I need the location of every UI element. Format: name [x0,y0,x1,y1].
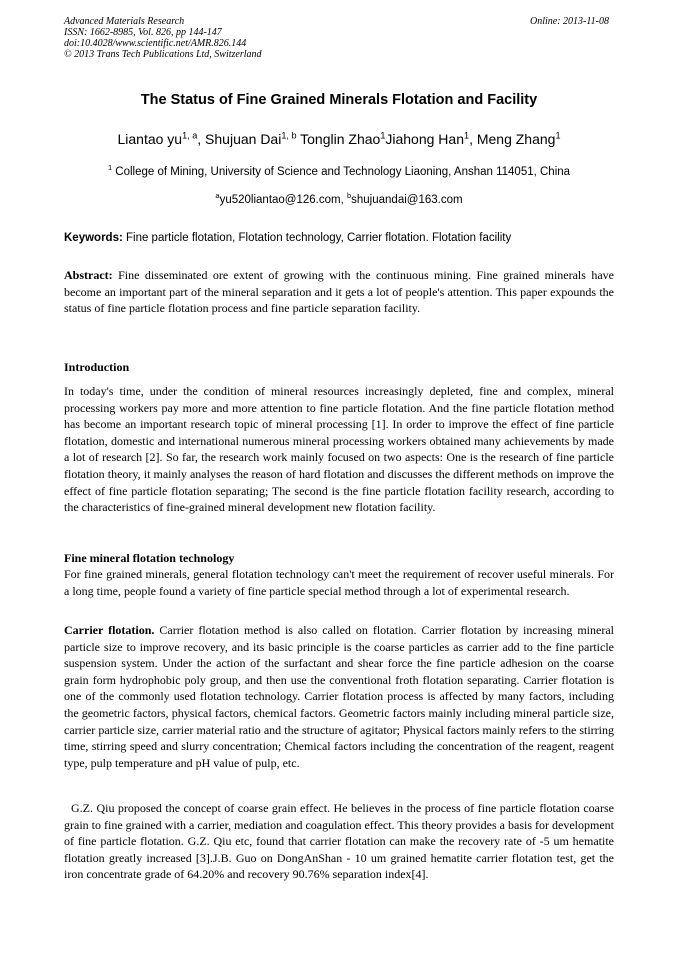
issn-line: ISSN: 1662-8985, Vol. 826, pp 144-147 [64,27,222,38]
email-sup-b: b [346,191,352,201]
affiliation-sup: 1 [107,163,113,173]
qiu-paragraph: G.Z. Qiu proposed the concept of coarse grain effect. He believes in the process of fine particle flotation coarse grain to fine grained with a carrier, mediation and coagulation effect. This theory provides a basis for development of fine particle flotation. G.Z. Qiu etc, found that carrier flotation can make the recovery rate of -5 um hematite flotation greatly increased [3].J.B. Guo on DongAnShan - 10 um grained hematite carrier flotation test, get the iron concentrate grade of 64.20% and recovery 90.76% separation index[4]. [64,801,614,882]
author-emails [0,191,678,206]
introduction-heading: Introduction [64,360,130,374]
journal-name: Advanced Materials Research [64,16,185,27]
email-sup-a: a [215,191,220,201]
author-name: , Meng Zhang [469,131,556,147]
author-sup: 1 [380,130,386,141]
author-name: Liantao yu [117,131,183,147]
carrier-flotation-label: Carrier flotation. [64,623,155,637]
email-b: shujuandai@163.com [351,194,463,206]
affiliation-text: College of Mining, University of Science and Technology Liaoning, Anshan 114051, China [112,166,571,178]
keywords [64,232,614,244]
abstract [64,267,614,317]
author-sup: 1, b [281,130,297,141]
journal-header [64,16,262,60]
author-name: Jiahong Han [385,131,464,147]
fine-mineral-heading: Fine mineral flotation technology [64,551,235,565]
carrier-flotation-text: Carrier flotation method is also called on flotation. Carrier flotation by increasing mineral particle size to improve recovery, and its basic principle is the coarse particles as carrier add to the fine particle suspension system. Under the action of the surfactant and shear force the fine particle adhesion on the coarse grain form hydrophobic poly group, and then use the conventional froth flotation separating. Carrier flotation is one of the commonly used flotation technology. Carrier flotation process is affected by many factors, including the geometric factors, physical factors, chemical factors. Geometric factors mainly including mineral particle size, carrier particle size, carrier material ratio and the structure of agitator; Physical factors mainly refers to the stirring time, stirring speed and slurry concentration; Chemical factors including the concentration of the reagent, reagent type, pulp temperature and pH value of pulp, etc. [64,623,614,770]
author-sup: 1 [464,130,470,141]
online-date: Online: 2013-11-08 [530,16,609,27]
abstract-text: Fine disseminated ore extent of growing with the continuous mining. Fine grained minerals have become an important part of the mineral separation and it gets a lot of people's attention. This paper expounds the status of fine particle flotation process and fine particle separation facility. [64,268,614,316]
paper-title: The Status of Fine Grained Minerals Flotation and Facility [140,92,538,108]
author-name: , Shujuan Dai [197,131,282,147]
author-list [0,131,678,147]
author-name: Tonglin Zhao [296,131,381,147]
author-sup: 1, a [182,130,198,141]
doi-line: doi:10.4028/www.scientific.net/AMR.826.144 [64,38,247,49]
author-sup: 1 [555,130,561,141]
introduction-paragraph: In today's time, under the condition of mineral resources increasingly depleted, fine and complex, mineral processing workers pay more and more attention to fine particle flotation. And the fine particle flotation method has become an important research topic of mineral processing [1]. In order to improve the effect of fine particle flotation, domestic and international numerous mineral processing workers obtained many achievements by made a lot of research [2]. So far, the research work mainly focused on two aspects: One is the research of fine particle flotation theory, it mainly analyses the reason of hard flotation and discusses the different methods on improve the effect of fine particle flotation separating; The second is the fine particle flotation facility research, according to the characteristics of fine-grained mineral development new flotation facility. [64,384,614,515]
keywords-label: Keywords: [64,232,123,244]
carrier-flotation-paragraph [64,622,614,771]
keywords-text: Fine particle flotation, Flotation technology, Carrier flotation. Flotation facility [122,232,512,244]
abstract-label: Abstract: [64,268,113,282]
affiliation [0,163,678,178]
copyright-line: © 2013 Trans Tech Publications Ltd, Switzerland [64,49,262,60]
fine-mineral-paragraph: For fine grained minerals, general flotation technology can't meet the requirement of recover useful minerals. For a long time, people found a variety of fine particle special method through a lot of experimental research. [64,567,614,598]
email-a: yu520liantao@126.com, [219,194,347,206]
